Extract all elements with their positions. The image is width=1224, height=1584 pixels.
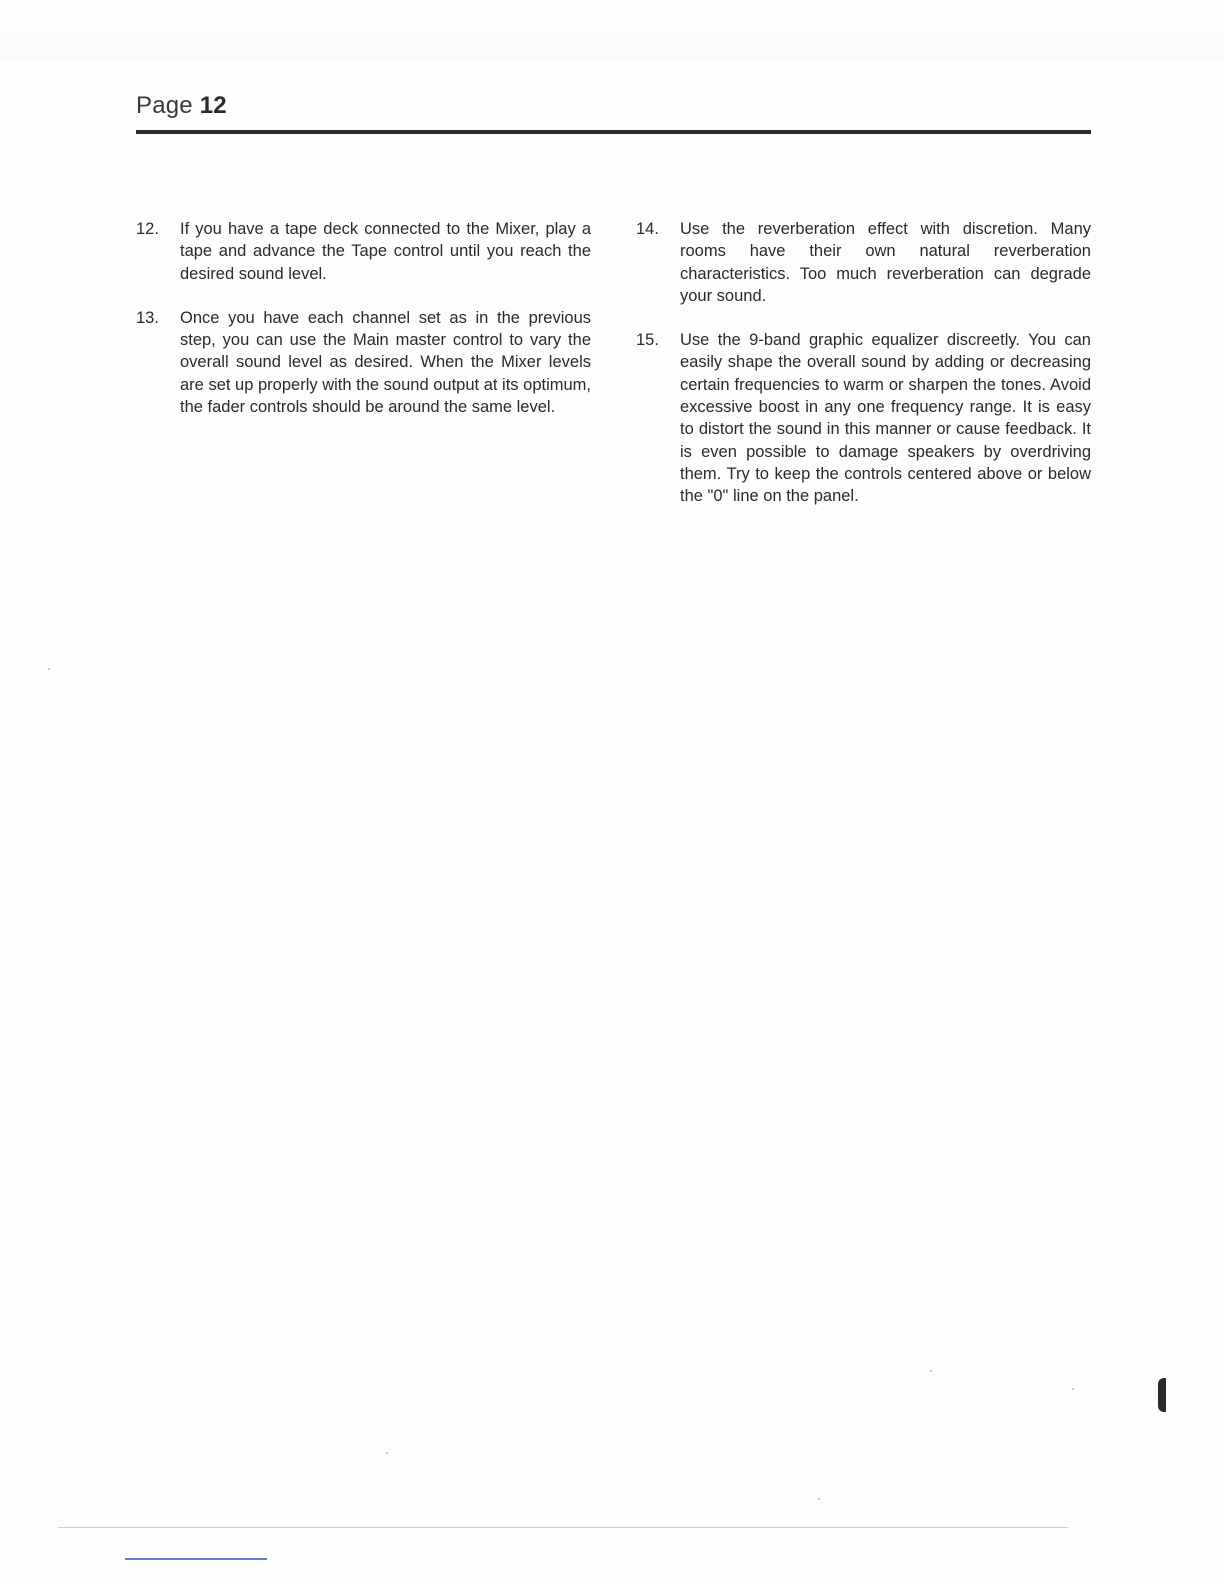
item-text: Once you have each channel set as in the previous step, you can use the Main master control to vary the overall sound level as desired. When the Mixer levels are set up properly with the sound output at its optimum, the fader controls should be around the same level. (180, 308, 591, 417)
left-column (136, 218, 591, 440)
bottom-underline (125, 1558, 267, 1560)
scan-speck (818, 1498, 820, 1500)
right-column (636, 218, 1091, 530)
item-number: 13. (136, 308, 159, 327)
scan-speck (930, 1370, 932, 1372)
page-number: 12 (199, 92, 227, 119)
item-text: Use the reverberation effect with discretion. Many rooms have their own natural reverberation characteristics. Too much reverberation can degrade your sound. (680, 220, 1091, 305)
scan-margin (0, 0, 1224, 60)
list-item-12 (136, 218, 591, 285)
item-text: If you have a tape deck connected to the Mixer, play a tape and advance the Tape control until you reach the desired sound level. (180, 220, 591, 283)
list-item-13 (136, 307, 591, 418)
item-number: 14. (636, 220, 659, 238)
item-number: 15. (636, 331, 659, 350)
page-header (136, 92, 227, 120)
item-number: 12. (136, 220, 159, 238)
bottom-rule (58, 1527, 1068, 1528)
header-rule (136, 130, 1091, 134)
scan-speck (48, 668, 50, 670)
item-text: Use the 9-band graphic equalizer discreetly. You can easily shape the overall sound by adding or decreasing certain frequencies to warm or sharpen the tones. Avoid excessive boost in any one frequency range. It is easy to distort the sound in this manner or cause feedback. It is even possible to damage speakers by overdriving them. Try to keep the controls centered above or below the "0" line on the panel. (680, 331, 1091, 506)
scan-speck (386, 1452, 388, 1454)
page-label: Page (136, 92, 193, 119)
list-item-14 (636, 218, 1091, 307)
list-item-15 (636, 329, 1091, 507)
binding-edge-mark (1158, 1378, 1166, 1412)
scan-speck (1072, 1388, 1074, 1390)
